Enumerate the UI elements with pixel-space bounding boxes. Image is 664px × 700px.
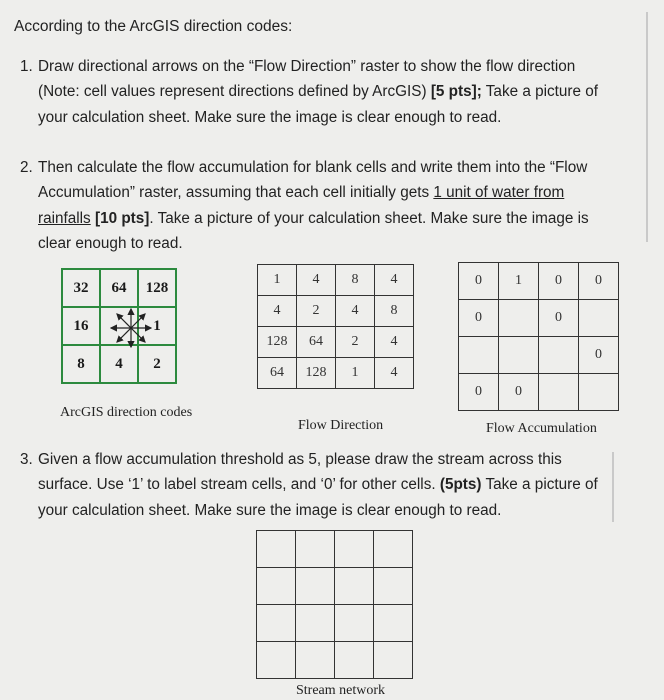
stream-network-cell[interactable] [374, 605, 413, 642]
question-1-number: 1. [20, 58, 33, 75]
question-2 [20, 155, 605, 256]
stream-network-cell[interactable] [257, 642, 296, 679]
flow-direction-cell: 1 [336, 358, 375, 389]
flow-direction-cell: 4 [336, 296, 375, 327]
question-1-text-a: Draw directional arrows on the “Flow Direction” raster to show the flow direction (Note: cell values represent directions defined by ArcGIS) [38, 58, 576, 101]
flow-direction-cell: 128 [258, 327, 297, 358]
question-2-text-a: Then calculate the flow accumulation for blank cells and write them into the “Flow Accumulation” raster, assuming that each cell initially gets [38, 159, 588, 202]
flow-direction-caption: Flow Direction [298, 418, 384, 433]
stream-network-cell[interactable] [296, 605, 335, 642]
flow-direction-cell: 128 [297, 358, 336, 389]
direction-code-cell: 16 [62, 307, 100, 345]
stream-network-caption: Stream network [296, 683, 386, 698]
direction-code-cell: 128 [138, 269, 176, 307]
flow-accumulation-cell[interactable] [579, 300, 619, 337]
flow-accumulation-cell[interactable] [539, 337, 579, 374]
flow-direction-cell: 2 [336, 327, 375, 358]
flow-direction-cell: 64 [258, 358, 297, 389]
stream-network-cell[interactable] [257, 531, 296, 568]
flow-accumulation-grid [458, 262, 619, 411]
stream-network-cell[interactable] [296, 568, 335, 605]
question-3-points: (5pts) [439, 476, 482, 494]
direction-code-cell: 2 [138, 345, 176, 383]
flow-accumulation-cell[interactable] [499, 300, 539, 337]
flow-accumulation-cell[interactable] [459, 337, 499, 374]
direction-code-cell: 32 [62, 269, 100, 307]
flow-accumulation-cell[interactable] [539, 374, 579, 411]
flow-accumulation-cell[interactable]: 1 [499, 263, 539, 300]
direction-code-cell: 8 [62, 345, 100, 383]
flow-accumulation-cell[interactable] [579, 374, 619, 411]
flow-direction-cell: 8 [336, 265, 375, 296]
flow-direction-grid [257, 264, 414, 389]
flow-direction-cell: 2 [297, 296, 336, 327]
stream-network-cell[interactable] [296, 531, 335, 568]
stream-network-cell[interactable] [335, 568, 374, 605]
stream-network-grid [256, 530, 413, 679]
question-1-text-b: Take a picture of your calculation sheet. Make sure the image is clear enough to read. [38, 83, 599, 126]
flow-direction-cell: 8 [375, 296, 414, 327]
question-3 [20, 447, 605, 523]
question-1-points: [5 pts]; [430, 83, 482, 101]
stream-network-cell[interactable] [374, 568, 413, 605]
question-2-number: 2. [20, 159, 33, 176]
flow-direction-cell: 1 [258, 265, 297, 296]
question-2-text-b: . Take a picture of your calculation sheet. Make sure the image is clear enough to read. [38, 209, 589, 252]
compass-arrows-icon [109, 306, 153, 350]
flow-direction-cell: 4 [375, 327, 414, 358]
stream-network-cell[interactable] [374, 642, 413, 679]
flow-accumulation-cell[interactable]: 0 [499, 374, 539, 411]
question-3-text-b: Take a picture of your calculation sheet. Make sure the image is clear enough to read. [38, 476, 598, 519]
question-3-text-a: Given a flow accumulation threshold as 5, please draw the stream across this surface. Use ‘1’ to label stream cells, and ‘0’ for other cells. [38, 451, 562, 494]
stream-network-cell[interactable] [335, 642, 374, 679]
flow-accumulation-cell[interactable]: 0 [539, 263, 579, 300]
flow-direction-cell: 4 [258, 296, 297, 327]
direction-codes-caption: ArcGIS direction codes [60, 405, 193, 420]
flow-accumulation-cell[interactable] [499, 337, 539, 374]
intro-heading: According to the ArcGIS direction codes: [14, 18, 293, 35]
flow-accumulation-cell[interactable]: 0 [579, 263, 619, 300]
stream-network-cell[interactable] [257, 605, 296, 642]
direction-code-cell: 1 [138, 307, 176, 345]
flow-accumulation-cell[interactable]: 0 [459, 300, 499, 337]
flow-accumulation-cell[interactable]: 0 [459, 263, 499, 300]
question-2-underlined: 1 unit of water from rainfalls [38, 184, 565, 227]
stream-network-cell[interactable] [335, 531, 374, 568]
question-2-points: [10 pts] [94, 209, 150, 227]
question-3-number: 3. [20, 451, 33, 468]
direction-code-cell: 4 [100, 345, 138, 383]
question-1 [20, 54, 605, 130]
flow-direction-cell: 64 [297, 327, 336, 358]
flow-accumulation-caption: Flow Accumulation [486, 421, 597, 436]
margin-rule [612, 452, 614, 522]
flow-accumulation-cell[interactable]: 0 [459, 374, 499, 411]
direction-code-cell: 64 [100, 269, 138, 307]
flow-direction-cell: 4 [375, 358, 414, 389]
flow-accumulation-cell[interactable]: 0 [539, 300, 579, 337]
stream-network-cell[interactable] [257, 568, 296, 605]
flow-direction-cell: 4 [297, 265, 336, 296]
flow-direction-cell: 4 [375, 265, 414, 296]
stream-network-cell[interactable] [296, 642, 335, 679]
stream-network-cell[interactable] [374, 531, 413, 568]
flow-accumulation-cell[interactable]: 0 [579, 337, 619, 374]
stream-network-cell[interactable] [335, 605, 374, 642]
margin-rule [646, 12, 648, 242]
